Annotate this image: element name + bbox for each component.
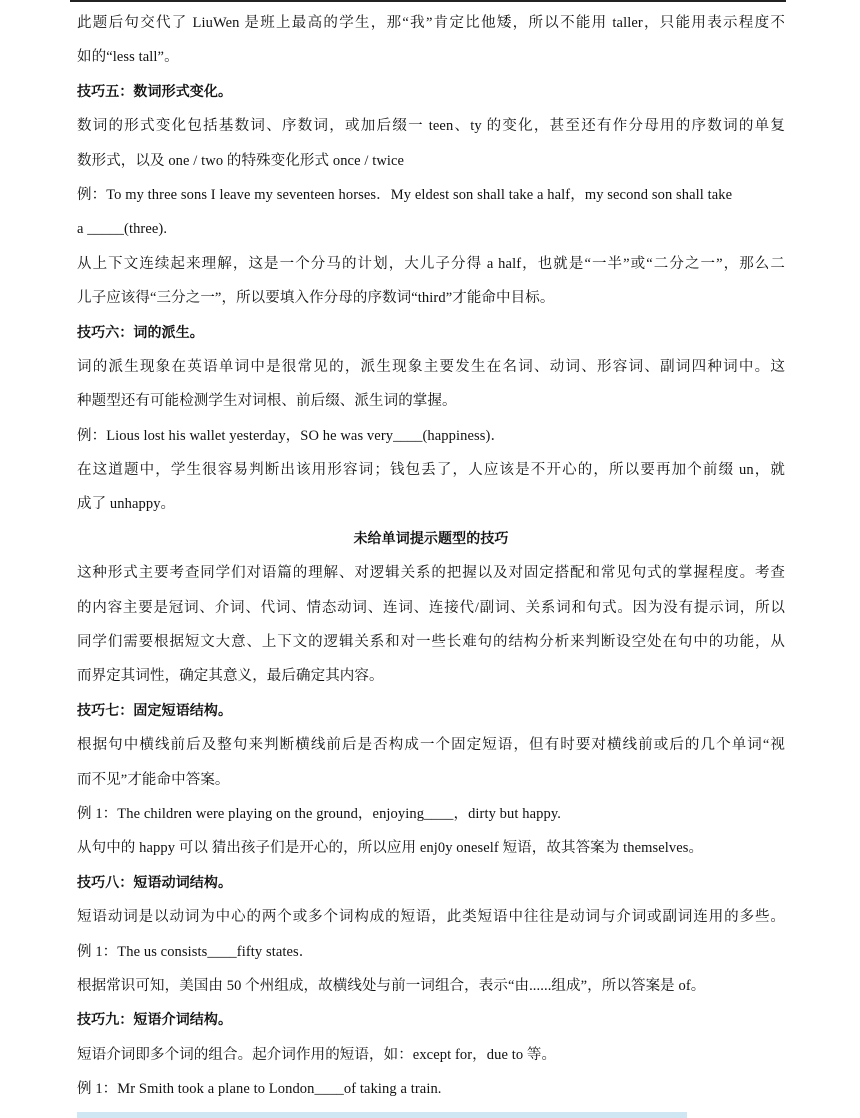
body-text-line: 儿子应该得“三分之一”，所以要填入作分母的序数词“third”才能命中目标。: [77, 290, 555, 307]
body-text-line: 根据常识可知，美国由 50 个州组成，故横线处与前一词组合，表示“由......组成”，所以答案是 of。: [77, 977, 706, 994]
section-title: 未给单词提示题型的技巧: [353, 530, 509, 547]
body-text-line: 数词的形式变化包括基数词、序数词，或加后缀一 teen、ty 的变化，甚至还有作分母用的序数词的单复: [77, 118, 785, 135]
body-text-line: 在这道题中，学生很容易判断出该用形容词；钱包丢了，人应该是不开心的，所以要再加个前缀 un，就: [77, 462, 785, 479]
body-text-line: 例 1：The us consists____fifty states．: [77, 943, 314, 960]
section-heading: 技巧七：固定短语结构。: [77, 702, 233, 719]
bottom-decorative-band: [77, 1112, 687, 1118]
body-text-line: 种题型还有可能检测学生对词根、前后缀、派生词的掌握。: [77, 393, 457, 410]
top-rule: [70, 0, 786, 2]
body-text-line: 而不见”才能命中答案。: [77, 771, 230, 788]
body-text-line: 如的“less tall”。: [77, 49, 179, 66]
body-text-line: 短语动词是以动词为中心的两个或多个词构成的短语，此类短语中往往是动词与介词或副词连用的多些。: [77, 909, 785, 926]
body-text-line: 这种形式主要考查同学们对语篇的理解、对逻辑关系的把握以及对固定搭配和常见句式的掌握程度。考查: [77, 565, 785, 582]
body-text-line: 同学们需要根据短文大意、上下文的逻辑关系和对一些长难句的结构分析来判断设空处在句中的功能，从: [77, 634, 785, 651]
body-text-line: 此题后句交代了 LiuWen 是班上最高的学生，那“我”肯定比他矮，所以不能用 taller，只能用表示程度不: [77, 15, 785, 31]
body-text-line: a _____(three).: [77, 221, 168, 238]
body-text-line: 短语介词即多个词的组合。起介词作用的短语，如：except for，due to 等。: [77, 1046, 557, 1063]
body-text-line: 例：Lious lost his wallet yesterday，SO he was very____(happiness)．: [77, 427, 506, 444]
section-heading: 技巧五：数词形式变化。: [77, 83, 233, 100]
section-heading: 技巧六：词的派生。: [77, 324, 204, 341]
body-text-line: 从上下文连续起来理解，这是一个分马的计划，大儿子分得 a half，也就是“一半”或“二分之一”，那么二: [77, 255, 785, 272]
section-heading: 技巧八：短语动词结构。: [77, 874, 233, 891]
body-text-line: 例 1：Mr Smith took a plane to London____of taking a train.: [77, 1081, 442, 1098]
section-heading: 技巧九：短语介词结构。: [77, 1012, 233, 1029]
body-text-line: 从句中的 happy 可以 猜出孩子们是开心的，所以应用 enj0y oneself 短语，故其答案为 themselves。: [77, 840, 704, 857]
body-text-line: 而界定其词性，确定其意义，最后确定其内容。: [77, 668, 384, 685]
body-text-line: 词的派生现象在英语单词中是很常见的，派生现象主要发生在名词、动词、形容词、副词四种词中。这: [77, 358, 785, 375]
body-text-line: 成了 unhappy。: [77, 496, 176, 513]
body-text-line: 的内容主要是冠词、介词、代词、情态动词、连词、连接代/副词、关系词和句式。因为没有提示词，所以: [77, 599, 785, 616]
body-text-line: 根据句中横线前后及整句来判断横线前后是否构成一个固定短语，但有时要对横线前或后的几个单词“视: [77, 737, 785, 754]
body-text-line: 数形式，以及 one / two 的特殊变化形式 once / twice: [77, 152, 405, 169]
document-page: [77, 6, 785, 1107]
body-text-line: 例 1：The children were playing on the ground，enjoying____，dirty but happy.: [77, 805, 561, 822]
body-text-line: 例：To my three sons I leave my seventeen horses．My eldest son shall take a half，my second son shall take: [77, 186, 733, 203]
